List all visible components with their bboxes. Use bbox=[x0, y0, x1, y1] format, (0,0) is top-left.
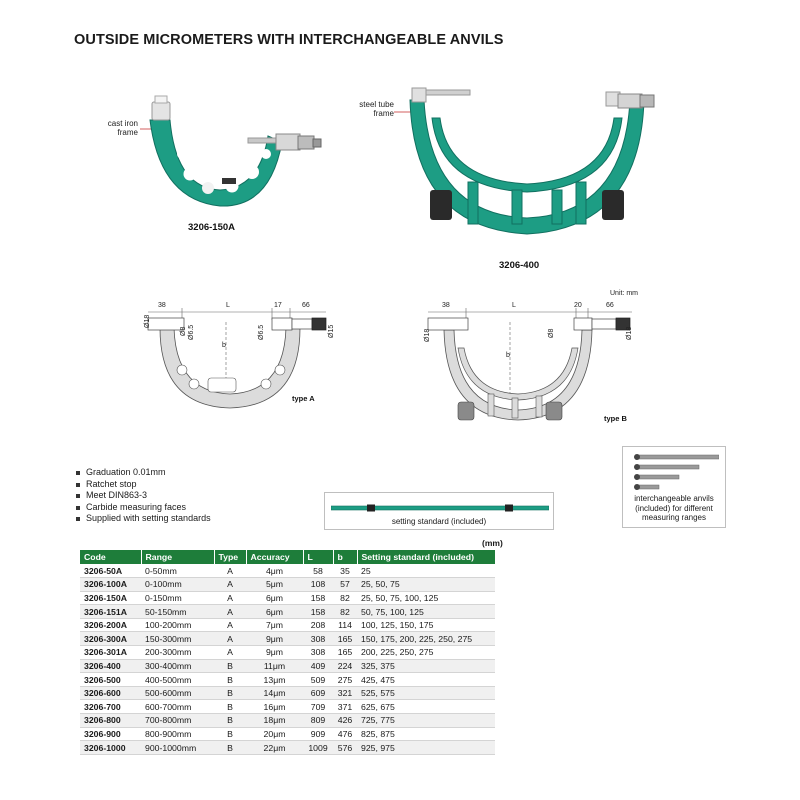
cell-accuracy: 7μm bbox=[246, 618, 303, 632]
cell-accuracy: 20μm bbox=[246, 727, 303, 741]
cell-code: 3206-400 bbox=[80, 659, 141, 673]
cell-setting-standard: 50, 75, 100, 125 bbox=[357, 605, 495, 619]
cell-range: 300-400mm bbox=[141, 659, 214, 673]
cell-setting-standard: 625, 675 bbox=[357, 700, 495, 714]
cell-accuracy: 5μm bbox=[246, 578, 303, 592]
anvils-box bbox=[622, 446, 726, 528]
table-row bbox=[80, 673, 495, 687]
dim-dia6-5-left: Ø6.5 bbox=[188, 324, 195, 340]
anvils-caption-line: (included) for different bbox=[635, 503, 713, 513]
header-accuracy: Accuracy bbox=[246, 550, 303, 564]
strut bbox=[488, 394, 494, 416]
strut bbox=[536, 396, 542, 417]
callout-line-1: steel tube bbox=[359, 100, 394, 109]
cell-range: 100-200mm bbox=[141, 618, 214, 632]
cell-accuracy: 14μm bbox=[246, 686, 303, 700]
cell-code: 3206-600 bbox=[80, 686, 141, 700]
type-b-label: type B bbox=[604, 414, 627, 423]
ratchet bbox=[313, 139, 321, 147]
table-row bbox=[80, 578, 495, 592]
frame-hole bbox=[275, 365, 285, 375]
anvil-head bbox=[634, 454, 640, 460]
strut bbox=[512, 190, 522, 224]
cell-range: 600-700mm bbox=[141, 700, 214, 714]
table-row bbox=[80, 564, 495, 578]
c-frame bbox=[150, 120, 282, 206]
strut bbox=[552, 190, 562, 224]
dim-dia6-5-right: Ø6.5 bbox=[258, 324, 265, 340]
frame-hole bbox=[177, 149, 187, 159]
unit-label: Unit: mm bbox=[610, 290, 638, 297]
anvil-head bbox=[634, 474, 640, 480]
dim-b: b bbox=[506, 352, 510, 359]
cell-l: 108 bbox=[303, 578, 333, 592]
cell-type: A bbox=[214, 605, 246, 619]
cell-b: 165 bbox=[333, 646, 357, 660]
rod-grip bbox=[367, 505, 375, 512]
cell-accuracy: 18μm bbox=[246, 714, 303, 728]
cell-b: 82 bbox=[333, 591, 357, 605]
cell-b: 576 bbox=[333, 741, 357, 755]
sleeve-body bbox=[592, 319, 616, 329]
cell-b: 82 bbox=[333, 605, 357, 619]
sleeve bbox=[618, 94, 642, 108]
cell-l: 58 bbox=[303, 564, 333, 578]
cell-code: 3206-800 bbox=[80, 714, 141, 728]
frame-hole bbox=[184, 168, 197, 181]
cell-l: 909 bbox=[303, 727, 333, 741]
frame-hole bbox=[261, 149, 271, 159]
cell-accuracy: 13μm bbox=[246, 673, 303, 687]
table-row bbox=[80, 591, 495, 605]
table-row bbox=[80, 632, 495, 646]
dim-dia18-right: Ø18 bbox=[626, 326, 633, 340]
features-list bbox=[76, 467, 211, 525]
frame-hole bbox=[189, 379, 199, 389]
cell-l: 1009 bbox=[303, 741, 333, 755]
table-body bbox=[80, 564, 495, 754]
table-row bbox=[80, 659, 495, 673]
cell-range: 200-300mm bbox=[141, 646, 214, 660]
cell-type: B bbox=[214, 686, 246, 700]
cell-setting-standard: 825, 875 bbox=[357, 727, 495, 741]
cell-type: B bbox=[214, 714, 246, 728]
cell-b: 275 bbox=[333, 673, 357, 687]
table-row bbox=[80, 727, 495, 741]
spindle-body bbox=[272, 318, 292, 330]
spindle-body bbox=[574, 318, 592, 330]
anvil bbox=[155, 96, 167, 103]
strut bbox=[512, 398, 518, 418]
rod-grip bbox=[505, 505, 513, 512]
type-a-label: type A bbox=[292, 394, 315, 403]
cell-b: 476 bbox=[333, 727, 357, 741]
cell-accuracy: 9μm bbox=[246, 632, 303, 646]
anvil-rod bbox=[426, 90, 470, 95]
strut bbox=[576, 182, 586, 224]
anvil-rod bbox=[637, 465, 699, 469]
cell-l: 208 bbox=[303, 618, 333, 632]
cell-accuracy: 6μm bbox=[246, 591, 303, 605]
cell-type: A bbox=[214, 632, 246, 646]
anvil-head bbox=[634, 464, 640, 470]
large-micrometer-photo bbox=[392, 78, 662, 248]
header-range: Range bbox=[141, 550, 214, 564]
table-row bbox=[80, 700, 495, 714]
cell-l: 609 bbox=[303, 686, 333, 700]
frame-badge bbox=[222, 178, 236, 184]
cell-setting-standard: 725, 775 bbox=[357, 714, 495, 728]
frame-hole bbox=[245, 165, 259, 179]
cell-setting-standard: 425, 475 bbox=[357, 673, 495, 687]
inner-tube bbox=[432, 118, 622, 192]
cell-code: 3206-100A bbox=[80, 578, 141, 592]
cell-accuracy: 9μm bbox=[246, 646, 303, 660]
dim-20: 20 bbox=[574, 302, 582, 309]
setting-standard-caption: setting standard (included) bbox=[391, 517, 487, 526]
table-unit: (mm) bbox=[482, 538, 503, 548]
dim-66: 66 bbox=[302, 302, 310, 309]
cell-setting-standard: 25 bbox=[357, 564, 495, 578]
cell-code: 3206-900 bbox=[80, 727, 141, 741]
cell-range: 500-600mm bbox=[141, 686, 214, 700]
anvil-head bbox=[634, 484, 640, 490]
feature-item: Meet DIN863-3 bbox=[76, 490, 211, 502]
anvils-caption-line: interchangeable anvils bbox=[634, 494, 714, 503]
cell-type: B bbox=[214, 741, 246, 755]
cell-l: 308 bbox=[303, 632, 333, 646]
feature-item: Carbide measuring faces bbox=[76, 502, 211, 514]
table-row bbox=[80, 686, 495, 700]
dim-38: 38 bbox=[442, 302, 450, 309]
sleeve bbox=[276, 134, 300, 150]
anvil-body bbox=[428, 318, 468, 330]
header-type: Type bbox=[214, 550, 246, 564]
cell-l: 409 bbox=[303, 659, 333, 673]
anvil-holder bbox=[152, 102, 170, 120]
cell-l: 709 bbox=[303, 700, 333, 714]
cell-accuracy: 4μm bbox=[246, 564, 303, 578]
table-row bbox=[80, 605, 495, 619]
cell-accuracy: 22μm bbox=[246, 741, 303, 755]
insulator-grip-left bbox=[430, 190, 452, 220]
table-row bbox=[80, 618, 495, 632]
sleeve-body bbox=[292, 319, 312, 329]
insulator-grip-left bbox=[458, 402, 474, 420]
spec-table bbox=[80, 550, 495, 755]
cell-b: 165 bbox=[333, 632, 357, 646]
cell-code: 3206-150A bbox=[80, 591, 141, 605]
cell-l: 809 bbox=[303, 714, 333, 728]
dim-l: L bbox=[226, 302, 230, 309]
insulator-grip-right bbox=[546, 402, 562, 420]
cell-code: 3206-700 bbox=[80, 700, 141, 714]
frame-window bbox=[208, 378, 236, 392]
dim-b: b bbox=[222, 342, 226, 349]
table-row bbox=[80, 646, 495, 660]
cell-type: A bbox=[214, 578, 246, 592]
dim-l: L bbox=[512, 302, 516, 309]
cell-code: 3206-300A bbox=[80, 632, 141, 646]
thimble bbox=[640, 95, 654, 107]
header-setting-standard: Setting standard (included) bbox=[357, 550, 495, 564]
cell-code: 3206-200A bbox=[80, 618, 141, 632]
page-title: OUTSIDE MICROMETERS WITH INTERCHANGEABLE ANVILS bbox=[74, 32, 504, 48]
cell-setting-standard: 25, 50, 75 bbox=[357, 578, 495, 592]
cell-b: 57 bbox=[333, 578, 357, 592]
small-model-label: 3206-150A bbox=[188, 222, 236, 233]
cell-type: A bbox=[214, 564, 246, 578]
cell-accuracy: 6μm bbox=[246, 605, 303, 619]
cell-accuracy: 11μm bbox=[246, 659, 303, 673]
cell-type: B bbox=[214, 659, 246, 673]
steel-tube-frame-callout bbox=[340, 100, 394, 118]
cell-b: 114 bbox=[333, 618, 357, 632]
inner-tube bbox=[458, 348, 578, 400]
header-code: Code bbox=[80, 550, 141, 564]
insulator-grip-right bbox=[602, 190, 624, 220]
dim-dia18-left: Ø18 bbox=[424, 328, 431, 342]
table-row bbox=[80, 714, 495, 728]
callout-line-2: frame bbox=[373, 109, 394, 118]
callout-line-1: cast iron bbox=[107, 119, 138, 128]
cell-l: 158 bbox=[303, 605, 333, 619]
cell-type: A bbox=[214, 646, 246, 660]
cell-type: B bbox=[214, 673, 246, 687]
cell-b: 426 bbox=[333, 714, 357, 728]
small-micrometer-photo bbox=[120, 92, 330, 217]
cell-setting-standard: 525, 575 bbox=[357, 686, 495, 700]
dim-dia18: Ø18 bbox=[144, 314, 151, 328]
cell-setting-standard: 100, 125, 150, 175 bbox=[357, 618, 495, 632]
header-b: b bbox=[333, 550, 357, 564]
cell-l: 308 bbox=[303, 646, 333, 660]
cell-range: 0-150mm bbox=[141, 591, 214, 605]
anvil-holder bbox=[412, 88, 426, 102]
feature-item: Graduation 0.01mm bbox=[76, 467, 211, 479]
thimble-body bbox=[312, 318, 326, 330]
header-l: L bbox=[303, 550, 333, 564]
cell-range: 150-300mm bbox=[141, 632, 214, 646]
cell-range: 50-150mm bbox=[141, 605, 214, 619]
table-header-row bbox=[80, 550, 495, 564]
cell-code: 3206-50A bbox=[80, 564, 141, 578]
anvil-rod bbox=[637, 475, 679, 479]
cell-range: 800-900mm bbox=[141, 727, 214, 741]
cell-setting-standard: 325, 375 bbox=[357, 659, 495, 673]
cell-b: 321 bbox=[333, 686, 357, 700]
frame-hole bbox=[177, 365, 187, 375]
strut bbox=[468, 182, 478, 224]
anvil-rod bbox=[637, 455, 719, 459]
callout-line-2: frame bbox=[117, 128, 138, 137]
setting-standard-box bbox=[324, 492, 554, 530]
cell-code: 3206-301A bbox=[80, 646, 141, 660]
cell-l: 158 bbox=[303, 591, 333, 605]
feature-item: Supplied with setting standards bbox=[76, 513, 211, 525]
cell-setting-standard: 25, 50, 75, 100, 125 bbox=[357, 591, 495, 605]
cell-b: 371 bbox=[333, 700, 357, 714]
table-row bbox=[80, 741, 495, 755]
cell-type: A bbox=[214, 591, 246, 605]
dim-66: 66 bbox=[606, 302, 614, 309]
cell-range: 900-1000mm bbox=[141, 741, 214, 755]
rod-body bbox=[331, 506, 549, 510]
dim-dia8: Ø8 bbox=[548, 328, 555, 338]
cell-code: 3206-1000 bbox=[80, 741, 141, 755]
cell-setting-standard: 925, 975 bbox=[357, 741, 495, 755]
dim-dia15: Ø15 bbox=[328, 324, 335, 338]
anvil-body bbox=[148, 318, 184, 330]
cell-code: 3206-151A bbox=[80, 605, 141, 619]
cell-range: 700-800mm bbox=[141, 714, 214, 728]
cell-type: A bbox=[214, 618, 246, 632]
cell-type: B bbox=[214, 727, 246, 741]
anvils-caption bbox=[623, 494, 725, 523]
cell-range: 400-500mm bbox=[141, 673, 214, 687]
dim-dia8: Ø8 bbox=[180, 326, 187, 336]
anvils-image bbox=[631, 453, 719, 493]
cell-b: 224 bbox=[333, 659, 357, 673]
spindle bbox=[248, 138, 278, 143]
cell-accuracy: 16μm bbox=[246, 700, 303, 714]
cell-setting-standard: 200, 225, 250, 275 bbox=[357, 646, 495, 660]
cell-range: 0-50mm bbox=[141, 564, 214, 578]
cell-code: 3206-500 bbox=[80, 673, 141, 687]
feature-item: Ratchet stop bbox=[76, 479, 211, 491]
frame-hole bbox=[202, 182, 214, 194]
cell-type: B bbox=[214, 700, 246, 714]
anvil-rod bbox=[637, 485, 659, 489]
type-b-drawing bbox=[418, 298, 640, 426]
cell-range: 0-100mm bbox=[141, 578, 214, 592]
large-model-label: 3206-400 bbox=[499, 260, 540, 271]
setting-standard-rod bbox=[331, 503, 549, 513]
frame-hole bbox=[261, 379, 271, 389]
anvils-caption-line: measuring ranges bbox=[641, 513, 707, 522]
cell-b: 35 bbox=[333, 564, 357, 578]
dim-17: 17 bbox=[274, 302, 282, 309]
dim-38: 38 bbox=[158, 302, 166, 309]
cell-l: 509 bbox=[303, 673, 333, 687]
thimble bbox=[298, 136, 314, 149]
cell-setting-standard: 150, 175, 200, 225, 250, 275 bbox=[357, 632, 495, 646]
